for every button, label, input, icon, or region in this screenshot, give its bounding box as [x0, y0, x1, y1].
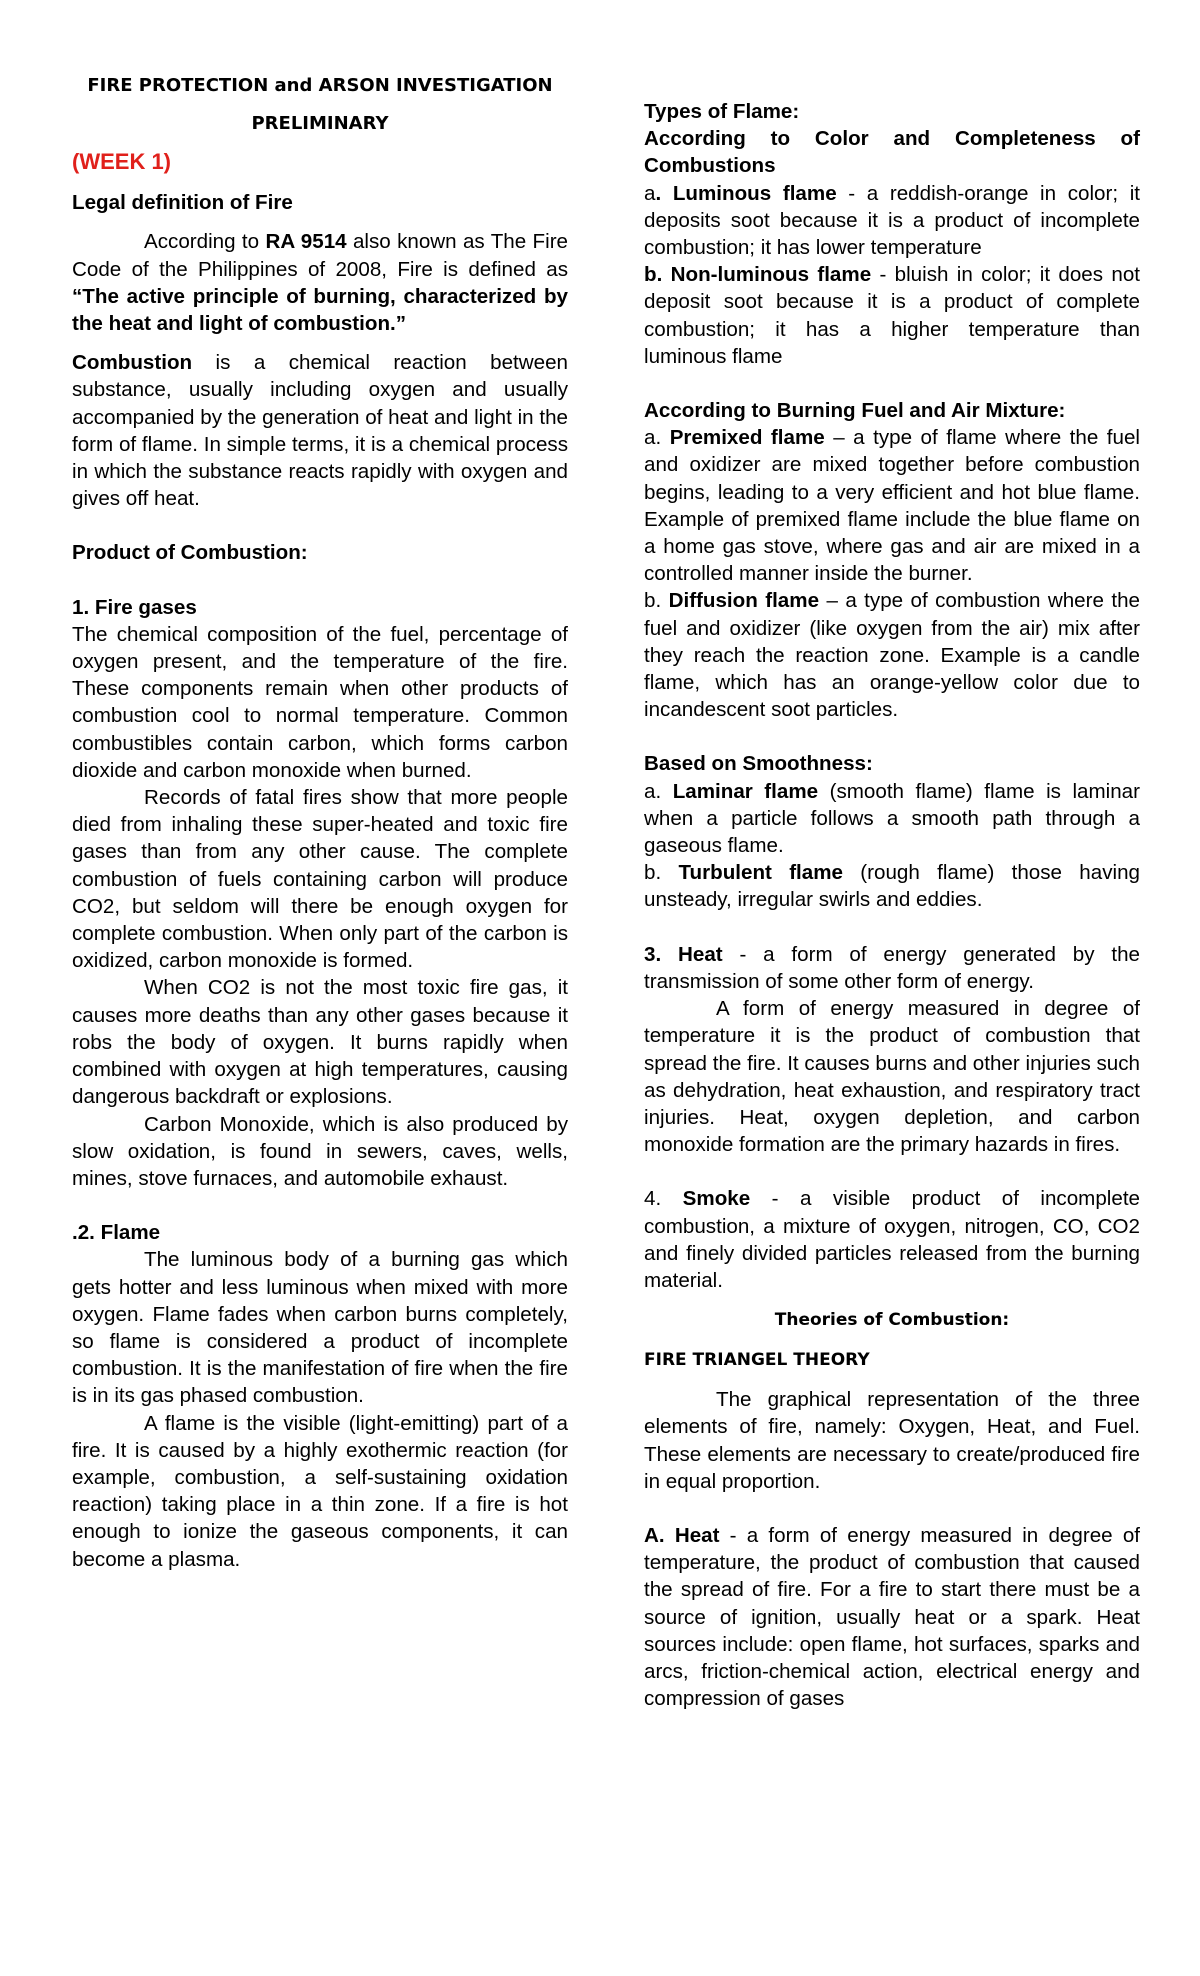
smoothness-heading: Based on Smoothness:	[644, 752, 873, 776]
premixed-flame-item: a. Premixed flame – a type of flame where the fuel and oxidizer are mixed together before combustion begins, leading to a very efficient and hot blue flame. Example of premixed flame include the blue flame on a home gas stove, where gas and air are mixed in a controlled manner inside the burner.	[644, 426, 1141, 586]
legal-definition-paragraph: According to RA 9514 also known as The Fire Code of the Philippines of 2008, Fire is defined as “The active principle of burning, characterized by the heat and light of combustion.”	[72, 230, 568, 336]
fire-gases-paragraph-3: When CO2 is not the most toxic fire gas, it causes more deaths than any other gases because it robs the body of oxygen. It burns rapidly when combined with oxygen at high temperatures, causing dangerous backdraft or explosions.	[72, 976, 568, 1109]
fire-gases-heading: 1. Fire gases	[72, 595, 197, 619]
types-of-flame-heading: Types of Flame:	[644, 100, 800, 123]
ra-number: RA 9514	[265, 230, 347, 254]
turbulent-flame-term: Turbulent flame	[678, 861, 843, 885]
luminous-flame-term: . Luminous flame	[655, 181, 837, 205]
luminous-flame-item: a. Luminous flame - a reddish-orange in color; it deposits soot because it is a product of incomplete combustion; it has lower temperature	[644, 181, 1140, 260]
laminar-flame-item: a. Laminar flame (smooth flame) flame is laminar when a particle follows a smooth path through a gaseous flame.	[644, 779, 1140, 858]
diffusion-flame-term: Diffusion flame	[668, 589, 820, 613]
right-column	[644, 98, 1140, 1712]
heat-paragraph-2: A form of energy measured in degree of temperature it is the product of combustion that spread the fire. It causes burns and other injuries such as dehydration, heat exhaustion, and respiratory tract injuries. Heat, oxygen depletion, and carbon monoxide formation are the primary hazards in fires.	[644, 997, 1140, 1157]
fuel-air-mixture-heading: According to Burning Fuel and Air Mixture:	[644, 399, 1066, 423]
document-subtitle: PRELIMINARY	[251, 113, 389, 134]
turbulent-flame-item: b. Turbulent flame (rough flame) those having unsteady, irregular swirls and eddies.	[644, 861, 1140, 912]
a-heat-term: A. Heat	[644, 1523, 720, 1547]
color-completeness-heading: According to Color and Completeness of Combustions	[644, 127, 1140, 178]
combustion-paragraph: Combustion is a chemical reaction between substance, usually including oxygen and usually accompanied by the generation of heat and light in the form of flame. In simple terms, it is a chemical process in which the substance reacts rapidly with oxygen and gives off heat.	[72, 351, 568, 511]
fire-triangel-paragraph: The graphical representation of the three elements of fire, namely: Oxygen, Heat, and Fuel. These elements are necessary to create/produced fire in equal proportion.	[644, 1388, 1140, 1493]
fire-gases-paragraph-4: Carbon Monoxide, which is also produced by slow oxidation, is found in sewers, caves, wells, mines, stove furnaces, and automobile exhaust.	[72, 1112, 568, 1190]
theories-of-combustion-heading: Theories of Combustion:	[774, 1310, 1010, 1331]
heat-term: 3. Heat	[644, 942, 723, 966]
combustion-term: Combustion	[72, 351, 193, 375]
fire-definition-quote: “The active principle of burning, characterized by the heat and light of combustion.”	[72, 284, 568, 336]
flame-paragraph-2: A flame is the visible (light-emitting) part of a fire. It is caused by a highly exothermic reaction (for example, combustion, a self-sustaining oxidation reaction) taking place in a thin zone. If a fire is hot enough to ionize the gaseous components, it can become a plasma.	[72, 1411, 568, 1571]
laminar-flame-term: Laminar flame	[672, 779, 819, 803]
smoke-term: Smoke	[682, 1187, 751, 1211]
non-luminous-flame-term: b. Non-luminous flame	[644, 263, 872, 287]
flame-paragraph-1: The luminous body of a burning gas which gets hotter and less luminous when mixed with more oxygen. Flame fades when carbon burns completely, so flame is considered a product of incomplete combustion. It is the manifestation of fire when the fire is in its gas phased combustion.	[72, 1248, 568, 1408]
heat-item: 3. Heat - a form of energy generated by the transmission of some other form of energy.	[644, 942, 1140, 993]
product-of-combustion-heading: Product of Combustion:	[72, 541, 308, 565]
document-title: FIRE PROTECTION and ARSON INVESTIGATION	[87, 75, 553, 96]
fire-gases-paragraph-2: Records of fatal fires show that more people died from inhaling these super-heated and toxic fire gases than from any other cause. The complete combustion of fuels containing carbon will produce CO2, but seldom will there be enough oxygen for complete combustion. When only part of the carbon is oxidized, carbon monoxide is formed.	[72, 786, 568, 973]
a-heat-item: A. Heat - a form of energy measured in degree of temperature, the product of combustion that caused the spread of fire. For a fire to start there must be a source of ignition, usually heat or a spark. Heat sources include: open flame, hot surfaces, sparks and arcs, friction-chemical action, electrical energy and compression of gases	[644, 1523, 1140, 1711]
non-luminous-flame-item: b. Non-luminous flame - bluish in color; it does not deposit soot because it is a product of complete combustion; it has a higher temperature than luminous flame	[644, 263, 1140, 368]
week-label: (WEEK 1)	[72, 149, 171, 174]
flame-heading: .2. Flame	[72, 1221, 161, 1245]
fire-triangel-theory-heading: FIRE TRIANGEL THEORY	[644, 1350, 870, 1371]
smoke-item: 4. Smoke - a visible product of incomplete combustion, a mixture of oxygen, nitrogen, CO, CO2 and finely divided particles released from the burning material.	[644, 1187, 1140, 1292]
diffusion-flame-item: b. Diffusion flame – a type of combustion where the fuel and oxidizer (like oxygen from the air) mix after they reach the reaction zone. Example is a candle flame, which has an orange-yellow color due to incandescent soot particles.	[644, 589, 1140, 722]
legal-definition-heading: Legal definition of Fire	[72, 191, 293, 215]
fire-gases-paragraph-1: The chemical composition of the fuel, percentage of oxygen present, and the temperature of the fire. These components remain when other products of combustion cool to normal temperature. Common combustibles contain carbon, which forms carbon dioxide and carbon monoxide when burned.	[72, 622, 568, 782]
left-column	[72, 72, 568, 1712]
premixed-flame-term: Premixed flame	[669, 426, 825, 450]
